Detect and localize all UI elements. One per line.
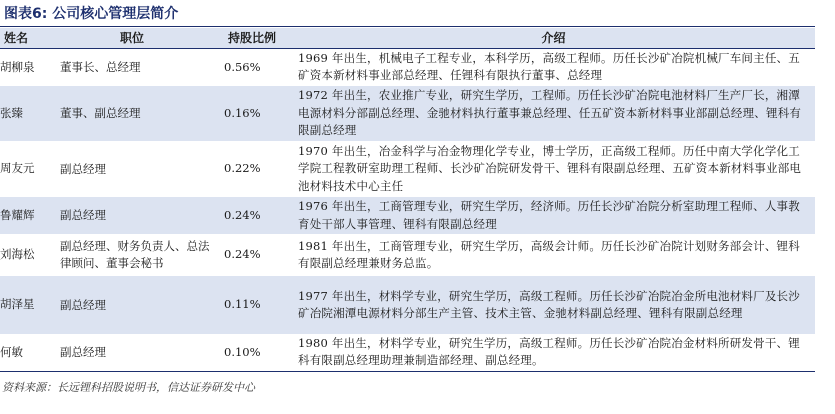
table-row: [0, 234, 815, 276]
cell-name: 何敏: [0, 334, 52, 371]
title-divider: [0, 26, 815, 27]
cell-name: 周友元: [0, 161, 35, 176]
table-row: [0, 276, 815, 334]
cell-position: 副总经理: [52, 334, 212, 371]
cell-name: 鲁耀辉: [0, 197, 52, 234]
table-row: [0, 48, 815, 86]
header-position: 职位: [52, 28, 212, 48]
cell-name: 张臻: [0, 86, 52, 141]
header-intro: 介绍: [292, 28, 815, 48]
cell-position: 副总经理: [52, 276, 212, 334]
cell-share: 0.24%: [224, 247, 261, 262]
table-row: [0, 197, 815, 234]
cell-position: 副总经理: [60, 161, 106, 176]
cell-position: 董事、副总经理: [52, 86, 212, 141]
management-table: [0, 28, 815, 372]
cell-share: 0.24%: [212, 197, 292, 234]
cell-share: 0.11%: [212, 276, 292, 334]
source-note: 资料来源：长远锂科招股说明书，信达证券研发中心: [2, 381, 255, 394]
cell-share: 0.10%: [212, 334, 292, 371]
header-share: 持股比例: [212, 28, 292, 48]
cell-position: 副总经理、财务负责人、总法律顾问、董事会秘书: [60, 239, 210, 270]
figure-title: 图表6: 公司核心管理层简介: [4, 6, 179, 22]
table-row: [0, 141, 815, 197]
cell-name: 胡柳泉: [0, 59, 35, 74]
cell-position: 副总经理: [52, 197, 212, 234]
table-row: [0, 334, 815, 371]
cell-name: 刘海松: [0, 247, 35, 262]
cell-intro: 1970 年出生，冶金科学与冶金物理化学专业，博士学历，正高级工程师。历任中南大学化学化工学院工程教研室助理工程师、长沙矿冶院研发骨干、锂科有限副总经理、五矿资本新材料事业部电池材料技术中心主任: [298, 143, 802, 193]
table-header-row: [0, 28, 815, 48]
table-row: [0, 86, 815, 141]
cell-intro: 1981 年出生，工商管理专业，研究生学历，高级会计师。历任长沙矿冶院计划财务部会计、锂科有限副总经理兼财务总监。: [298, 238, 800, 270]
header-name: 姓名: [0, 28, 52, 48]
cell-name: 胡泽星: [0, 276, 52, 334]
cell-intro: 1969 年出生，机械电子工程专业，本科学历，高级工程师。历任长沙矿冶院机械厂车间主任、五矿资本新材料事业部总经理、任锂科有限执行董事、总经理: [298, 50, 800, 83]
cell-intro: 1980 年出生，材料学专业，研究生学历，高级工程师。历任长沙矿冶院冶金材料所研发骨干、锂科有限副总经理助理兼制造部经理、副总经理。: [292, 334, 815, 371]
cell-intro: 1972 年出生，农业推广专业，研究生学历，工程师。历任长沙矿冶院电池材料厂生产厂长，湘潭电源材料分部副总经理、金驰材料执行董事兼总经理、任五矿资本新材料事业部副总经理、锂科有限副总经理: [292, 86, 815, 141]
cell-intro: 1977 年出生，材料学专业，研究生学历，高级工程师。历任长沙矿冶院冶金所电池材料厂及长沙矿冶院湘潭电源材料分部生产主管、技术主管、金驰材料副总经理、锂科有限副总经理: [292, 276, 815, 334]
cell-share: 0.56%: [224, 59, 261, 74]
cell-position: 董事长、总经理: [60, 59, 141, 74]
cell-share: 0.16%: [212, 86, 292, 141]
cell-share: 0.22%: [224, 161, 261, 176]
cell-intro: 1976 年出生，工商管理专业，研究生学历，经济师。历任长沙矿冶院分析室助理工程师、人事教育处干部人事管理、锂科有限副总经理: [292, 197, 815, 234]
